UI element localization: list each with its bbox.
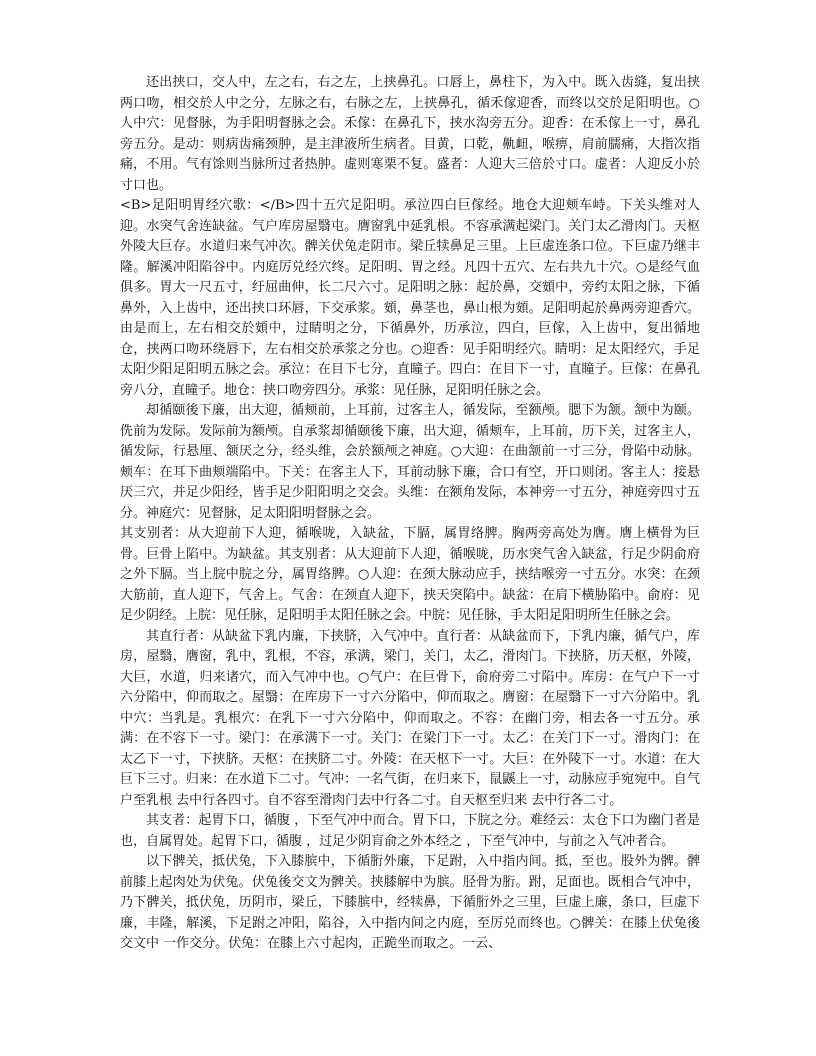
paragraph-7: 以下髀关，抵伏兔，下入膝膑中，下循胻外廉，下足跗，入中指内间。抵，至也。股外为髀。髀前膝上起肉处为伏兔。伏兔後交文为髀关。挟膝解中为膑。胫骨为胻。跗，足面也。既相合气冲中，乃下髀关，抵伏兔，历阴市，梁丘，下膝膑中，经犊鼻，下循胻外之三里，巨虚上廉，条口，巨虚下廉，丰隆，解溪，下足跗之冲阳，陷谷，入中指内间之内庭，至厉兑而终也。○髀关：在膝上伏兔後交文中 一作交分。伏兔：在膝上六寸起肉，正跪坐而取之。一云、: [120, 854, 700, 951]
document-page: [120, 73, 700, 955]
paragraph-3: 却循颐後下廉，出大迎，循颊前，上耳前，过客主人，循发际，至额颅。腮下为颔。颔中为颐。侁前为发际。发际前为额颅。自承浆却循颐後下廉，出大迎，循颊车，上耳前，历下关，过客主人，循发际，行悬厘、颔厌之分，经头维，会於额颅之神庭。○大迎：在曲颔前一寸三分，骨陷中动脉。颊车：在耳下曲颊端陷中。下关：在客主人下，耳前动脉下廉，合口有空，开口则闭。客主人：接悬厌三穴，并足少阳经，皆手足少阳阳明之交会。头维：在额角发际，本神旁一寸五分，神庭旁四寸五分。神庭穴：见督脉，足太阳阳明督脉之会。: [120, 403, 700, 521]
paragraph-2: <B>足阳明胃经穴歌：</B>四十五穴足阳明。承泣四白巨傢经。地仓大迎颊车峙。下关头维对人迎。水突气舍连缺盆。气户库房屋翳屯。膺窗乳中延乳根。不容承满起梁门。关门太乙滑肉门。天枢外陵大巨存。水道归来气冲次。髀关伏兔走阴市。梁丘犊鼻足三里。上巨虚连条口位。下巨虚乃继丰隆。解溪冲阳陷谷中。内庭厉兑经穴终。足阳明、胃之经。凡四十五穴、左右共九十穴。○是经气血俱多。胃大一尺五寸，纡屈曲伸，长二尺六寸。足阳明之脉：起於鼻，交頞中，旁约太阳之脉，下循鼻外，入上齿中，还出挟口环唇，下交承浆。頞，鼻茎也，鼻山根为頞。足阳明起於鼻两旁迎香穴。由是而上，左右相交於頞中，过睛明之分，下循鼻外，历承泣，四白，巨傢，入上齿中，复出循地仓，挟两口吻环绕唇下，左右相交於承浆之分也。○迎香：见手阳明经穴。睛明：足太阳经穴，手足太阳少阳足阳明五脉之会。承泣：在目下七分，直瞳子。四白：在目下一寸，直瞳子。巨傢：在鼻孔旁八分，直瞳子。地仓：挟口吻旁四分。承浆：见任脉，足阳明任脉之会。: [120, 198, 700, 398]
paragraph-1: 还出挟口，交人中，左之右，右之左，上挟鼻孔。口唇上，鼻柱下，为入中。既入齿缝，复出挟两口吻，相交於人中之分，左脉之右，右脉之左，上挟鼻孔，循禾傢迎香，而终以交於足阳明也。○人中穴：见督脉，为手阳明督脉之会。禾傢：在鼻孔下，挟水沟旁五分。迎香：在禾傢上一寸，鼻孔旁五分。是动：则病齿痛颈肿，是主津液所生病者。目黄，口乾，鼽衄，喉痹，肩前臑痛，大指次指痛，不用。气有馀则当脉所过者热肿。虚则寒栗不复。盛者：人迎大三倍於寸口。虚者：人迎反小於寸口也。: [120, 75, 700, 193]
paragraph-4: 其支别者：从大迎前下人迎，循喉咙，入缺盆，下膈，属胃络脾。胸两旁高处为膺。膺上横骨为巨骨。巨骨上陷中。为缺盆。其支别者：从大迎前下人迎，循喉咙，历水突气舍入缺盆，行足少阴俞府之外下膈。当上脘中脘之分，属胃络脾。○人迎：在颈大脉动应手，挟结喉旁一寸五分。水突：在颈大筋前，直人迎下，气舍上。气舍：在颈直人迎下，挟天突陷中。缺盆：在肩下横胁陷中。俞府：见足少阴经。上脘：见任脉，足阳明手太阳任脉之会。中脘：见任脉，手太阳足阳明所生任脉之会。: [120, 526, 700, 623]
paragraph-5: 其直行者：从缺盆下乳内廉，下挟脐，入气冲中。直行者：从缺盆而下，下乳内廉，循气户，库房，屋翳，膺窗，乳中，乳根，不容，承满，梁门，关门，太乙，滑肉门。下挟脐，历天枢，外陵，大巨，水道，归来诸穴，而入气冲中也。○气户：在巨骨下，俞府旁二寸陷中。库房：在气户下一寸六分陷中，仰而取之。屋翳：在库房下一寸六分陷中，仰而取之。膺窗：在屋翳下一寸六分陷中。乳中穴：当乳是。乳根穴：在乳下一寸六分陷中，仰而取之。不容：在幽门旁，相去各一寸五分。承满：在不容下一寸。梁门：在承满下一寸。关门：在梁门下一寸。太乙：在关门下一寸。滑肉门：在太乙下一寸，下挟脐。天枢：在挟脐二寸。外陵：在天枢下一寸。大巨：在外陵下一寸。水道：在大巨下三寸。归来：在水道下二寸。气冲：一名气街，在归来下，鼠鼷上一寸，动脉应手宛宛中。自气户至乳根 去中行各四寸。自不容至滑肉门去中行各二寸。自天枢至归来 去中行各二寸。: [120, 628, 700, 808]
paragraph-6: 其支者：起胃下口，循腹 ，下至气冲中而合。胃下口，下脘之分。难经云：太仓下口为幽门者是也，自属胃处。起胃下口，循腹 ，过足少阴肓俞之外本经之 ，下至气冲中，与前之入气冲者合。: [120, 813, 700, 849]
